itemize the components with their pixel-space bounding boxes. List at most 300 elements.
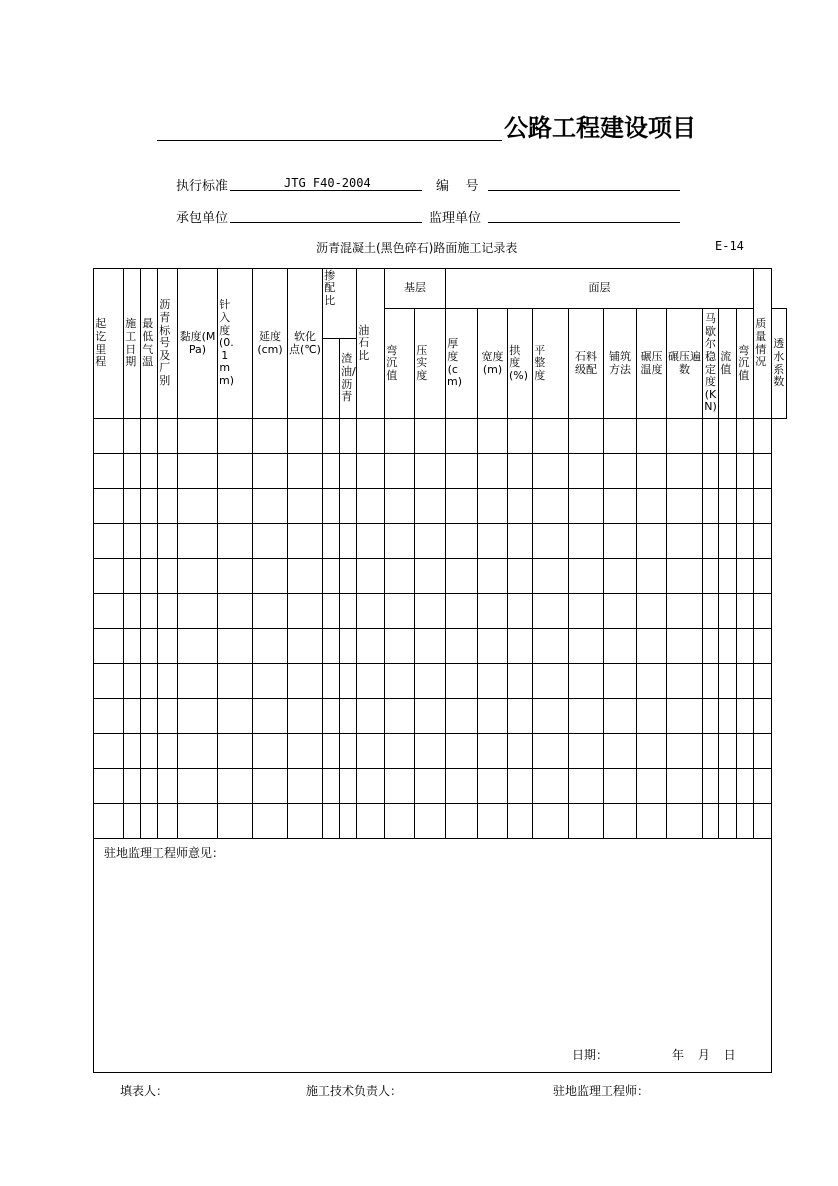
table-cell[interactable] [288, 664, 323, 699]
table-cell[interactable] [340, 699, 357, 734]
table-cell[interactable] [667, 629, 703, 664]
table-cell[interactable] [158, 629, 178, 664]
table-cell[interactable] [508, 559, 533, 594]
table-cell[interactable] [415, 489, 446, 524]
table-cell[interactable] [604, 594, 637, 629]
table-cell[interactable] [124, 559, 141, 594]
table-cell[interactable] [340, 559, 357, 594]
table-cell[interactable] [340, 454, 357, 489]
table-cell[interactable] [288, 594, 323, 629]
table-cell[interactable] [667, 524, 703, 559]
table-cell[interactable] [533, 524, 569, 559]
table-cell[interactable] [569, 804, 604, 839]
table-cell[interactable] [533, 419, 569, 454]
table-cell[interactable] [533, 559, 569, 594]
table-cell[interactable] [385, 524, 415, 559]
table-cell[interactable] [719, 419, 737, 454]
table-cell[interactable] [94, 804, 124, 839]
table-cell[interactable] [508, 454, 533, 489]
table-cell[interactable] [737, 804, 754, 839]
table-cell[interactable] [218, 734, 253, 769]
table-cell[interactable] [667, 489, 703, 524]
table-cell[interactable] [124, 454, 141, 489]
table-cell[interactable] [604, 734, 637, 769]
table-cell[interactable] [415, 664, 446, 699]
table-cell[interactable] [415, 734, 446, 769]
table-cell[interactable] [478, 594, 508, 629]
table-cell[interactable] [288, 454, 323, 489]
table-cell[interactable] [446, 559, 478, 594]
supervisor-opinion-box[interactable] [94, 839, 772, 1073]
table-cell[interactable] [703, 559, 719, 594]
table-cell[interactable] [94, 594, 124, 629]
table-cell[interactable] [415, 629, 446, 664]
table-cell[interactable] [323, 524, 340, 559]
table-cell[interactable] [357, 559, 385, 594]
table-cell[interactable] [253, 419, 288, 454]
table-cell[interactable] [719, 664, 737, 699]
table-cell[interactable] [667, 454, 703, 489]
table-cell[interactable] [141, 699, 158, 734]
table-cell[interactable] [94, 664, 124, 699]
table-cell[interactable] [94, 769, 124, 804]
table-cell[interactable] [637, 594, 667, 629]
table-cell[interactable] [141, 664, 158, 699]
table-cell[interactable] [719, 804, 737, 839]
table-cell[interactable] [737, 629, 754, 664]
table-cell[interactable] [569, 454, 604, 489]
table-cell[interactable] [340, 629, 357, 664]
table-cell[interactable] [703, 734, 719, 769]
table-cell[interactable] [218, 594, 253, 629]
table-cell[interactable] [446, 594, 478, 629]
table-cell[interactable] [288, 699, 323, 734]
table-cell[interactable] [446, 734, 478, 769]
table-cell[interactable] [323, 489, 340, 524]
table-cell[interactable] [253, 594, 288, 629]
table-cell[interactable] [158, 559, 178, 594]
table-cell[interactable] [340, 804, 357, 839]
table-cell[interactable] [158, 664, 178, 699]
table-cell[interactable] [719, 699, 737, 734]
table-cell[interactable] [357, 664, 385, 699]
table-cell[interactable] [323, 559, 340, 594]
table-cell[interactable] [508, 769, 533, 804]
table-cell[interactable] [478, 454, 508, 489]
table-cell[interactable] [415, 699, 446, 734]
table-cell[interactable] [737, 559, 754, 594]
table-cell[interactable] [719, 769, 737, 804]
table-cell[interactable] [218, 769, 253, 804]
table-cell[interactable] [385, 629, 415, 664]
table-cell[interactable] [385, 454, 415, 489]
table-cell[interactable] [604, 629, 637, 664]
table-cell[interactable] [533, 699, 569, 734]
table-cell[interactable] [508, 419, 533, 454]
table-cell[interactable] [533, 664, 569, 699]
table-cell[interactable] [94, 559, 124, 594]
table-cell[interactable] [508, 594, 533, 629]
table-cell[interactable] [478, 734, 508, 769]
table-cell[interactable] [703, 594, 719, 629]
table-cell[interactable] [737, 769, 754, 804]
table-cell[interactable] [141, 629, 158, 664]
table-cell[interactable] [158, 489, 178, 524]
table-cell[interactable] [415, 559, 446, 594]
table-cell[interactable] [478, 804, 508, 839]
table-cell[interactable] [637, 524, 667, 559]
table-cell[interactable] [94, 524, 124, 559]
table-cell[interactable] [508, 629, 533, 664]
table-cell[interactable] [637, 699, 667, 734]
table-cell[interactable] [508, 734, 533, 769]
table-cell[interactable] [754, 489, 772, 524]
table-cell[interactable] [754, 699, 772, 734]
table-cell[interactable] [703, 769, 719, 804]
table-cell[interactable] [141, 804, 158, 839]
table-cell[interactable] [288, 804, 323, 839]
table-cell[interactable] [94, 629, 124, 664]
table-cell[interactable] [141, 454, 158, 489]
table-cell[interactable] [124, 804, 141, 839]
table-cell[interactable] [533, 629, 569, 664]
table-cell[interactable] [508, 524, 533, 559]
table-cell[interactable] [357, 419, 385, 454]
table-cell[interactable] [667, 664, 703, 699]
table-cell[interactable] [533, 594, 569, 629]
table-cell[interactable] [178, 524, 218, 559]
table-cell[interactable] [385, 559, 415, 594]
table-cell[interactable] [415, 769, 446, 804]
table-cell[interactable] [569, 524, 604, 559]
table-cell[interactable] [667, 769, 703, 804]
table-cell[interactable] [178, 559, 218, 594]
table-cell[interactable] [637, 804, 667, 839]
table-cell[interactable] [754, 734, 772, 769]
table-cell[interactable] [357, 594, 385, 629]
table-cell[interactable] [323, 769, 340, 804]
table-cell[interactable] [604, 699, 637, 734]
table-cell[interactable] [446, 454, 478, 489]
table-cell[interactable] [703, 524, 719, 559]
table-cell[interactable] [415, 454, 446, 489]
table-cell[interactable] [719, 559, 737, 594]
table-cell[interactable] [178, 454, 218, 489]
table-cell[interactable] [340, 769, 357, 804]
table-cell[interactable] [253, 664, 288, 699]
table-cell[interactable] [604, 419, 637, 454]
table-cell[interactable] [357, 524, 385, 559]
table-cell[interactable] [604, 524, 637, 559]
table-cell[interactable] [754, 664, 772, 699]
table-cell[interactable] [637, 734, 667, 769]
table-cell[interactable] [569, 489, 604, 524]
table-cell[interactable] [478, 489, 508, 524]
table-cell[interactable] [124, 594, 141, 629]
table-cell[interactable] [737, 734, 754, 769]
table-cell[interactable] [737, 664, 754, 699]
table-cell[interactable] [569, 594, 604, 629]
table-cell[interactable] [124, 699, 141, 734]
table-cell[interactable] [124, 734, 141, 769]
table-cell[interactable] [533, 454, 569, 489]
table-cell[interactable] [357, 804, 385, 839]
table-cell[interactable] [323, 804, 340, 839]
table-cell[interactable] [569, 559, 604, 594]
table-cell[interactable] [703, 454, 719, 489]
table-cell[interactable] [737, 699, 754, 734]
table-cell[interactable] [446, 489, 478, 524]
table-cell[interactable] [754, 629, 772, 664]
table-cell[interactable] [385, 664, 415, 699]
table-cell[interactable] [323, 594, 340, 629]
table-cell[interactable] [340, 419, 357, 454]
table-cell[interactable] [323, 419, 340, 454]
table-cell[interactable] [446, 664, 478, 699]
table-cell[interactable] [357, 454, 385, 489]
table-cell[interactable] [158, 419, 178, 454]
table-cell[interactable] [218, 419, 253, 454]
table-cell[interactable] [178, 419, 218, 454]
table-cell[interactable] [754, 769, 772, 804]
table-cell[interactable] [637, 664, 667, 699]
table-cell[interactable] [604, 489, 637, 524]
table-cell[interactable] [178, 804, 218, 839]
table-cell[interactable] [719, 524, 737, 559]
table-cell[interactable] [385, 489, 415, 524]
table-cell[interactable] [158, 454, 178, 489]
table-cell[interactable] [478, 664, 508, 699]
table-cell[interactable] [415, 804, 446, 839]
table-cell[interactable] [754, 594, 772, 629]
table-cell[interactable] [340, 489, 357, 524]
table-cell[interactable] [158, 734, 178, 769]
table-cell[interactable] [357, 769, 385, 804]
table-cell[interactable] [385, 734, 415, 769]
table-cell[interactable] [667, 734, 703, 769]
table-cell[interactable] [478, 559, 508, 594]
table-cell[interactable] [719, 594, 737, 629]
table-cell[interactable] [703, 664, 719, 699]
table-cell[interactable] [340, 734, 357, 769]
table-cell[interactable] [737, 489, 754, 524]
table-cell[interactable] [754, 454, 772, 489]
table-cell[interactable] [178, 489, 218, 524]
table-cell[interactable] [288, 419, 323, 454]
table-cell[interactable] [637, 559, 667, 594]
table-cell[interactable] [667, 559, 703, 594]
table-cell[interactable] [253, 734, 288, 769]
table-cell[interactable] [737, 454, 754, 489]
table-cell[interactable] [357, 699, 385, 734]
table-cell[interactable] [94, 734, 124, 769]
table-cell[interactable] [754, 559, 772, 594]
table-cell[interactable] [415, 524, 446, 559]
table-cell[interactable] [218, 489, 253, 524]
table-cell[interactable] [141, 524, 158, 559]
table-cell[interactable] [569, 734, 604, 769]
table-cell[interactable] [94, 419, 124, 454]
table-cell[interactable] [158, 804, 178, 839]
table-cell[interactable] [385, 804, 415, 839]
table-cell[interactable] [124, 524, 141, 559]
table-cell[interactable] [323, 629, 340, 664]
table-cell[interactable] [737, 419, 754, 454]
table-cell[interactable] [446, 699, 478, 734]
table-cell[interactable] [178, 769, 218, 804]
table-cell[interactable] [288, 734, 323, 769]
table-cell[interactable] [340, 594, 357, 629]
table-cell[interactable] [719, 629, 737, 664]
table-cell[interactable] [737, 594, 754, 629]
table-cell[interactable] [569, 699, 604, 734]
table-cell[interactable] [323, 699, 340, 734]
table-cell[interactable] [667, 419, 703, 454]
table-cell[interactable] [703, 489, 719, 524]
table-cell[interactable] [533, 769, 569, 804]
table-cell[interactable] [253, 769, 288, 804]
table-cell[interactable] [124, 664, 141, 699]
table-cell[interactable] [340, 664, 357, 699]
table-cell[interactable] [703, 419, 719, 454]
table-cell[interactable] [478, 419, 508, 454]
table-cell[interactable] [533, 489, 569, 524]
table-cell[interactable] [141, 734, 158, 769]
table-cell[interactable] [667, 699, 703, 734]
table-cell[interactable] [569, 629, 604, 664]
table-cell[interactable] [141, 559, 158, 594]
table-cell[interactable] [754, 804, 772, 839]
table-cell[interactable] [604, 664, 637, 699]
table-cell[interactable] [288, 524, 323, 559]
table-cell[interactable] [385, 594, 415, 629]
table-cell[interactable] [385, 419, 415, 454]
table-cell[interactable] [604, 804, 637, 839]
table-cell[interactable] [737, 524, 754, 559]
table-cell[interactable] [667, 594, 703, 629]
table-cell[interactable] [637, 629, 667, 664]
table-cell[interactable] [288, 559, 323, 594]
table-cell[interactable] [340, 524, 357, 559]
table-cell[interactable] [703, 804, 719, 839]
table-cell[interactable] [253, 629, 288, 664]
table-cell[interactable] [637, 419, 667, 454]
table-cell[interactable] [446, 524, 478, 559]
table-cell[interactable] [569, 419, 604, 454]
table-cell[interactable] [323, 734, 340, 769]
table-cell[interactable] [667, 804, 703, 839]
table-cell[interactable] [385, 769, 415, 804]
table-cell[interactable] [218, 664, 253, 699]
table-cell[interactable] [323, 664, 340, 699]
table-cell[interactable] [178, 734, 218, 769]
table-cell[interactable] [218, 629, 253, 664]
table-cell[interactable] [446, 769, 478, 804]
table-cell[interactable] [719, 489, 737, 524]
table-cell[interactable] [533, 734, 569, 769]
table-cell[interactable] [124, 419, 141, 454]
table-cell[interactable] [253, 489, 288, 524]
table-cell[interactable] [253, 804, 288, 839]
table-cell[interactable] [357, 489, 385, 524]
table-cell[interactable] [478, 524, 508, 559]
table-cell[interactable] [569, 769, 604, 804]
table-cell[interactable] [357, 734, 385, 769]
table-cell[interactable] [508, 489, 533, 524]
table-cell[interactable] [253, 559, 288, 594]
table-cell[interactable] [141, 594, 158, 629]
table-cell[interactable] [124, 629, 141, 664]
table-cell[interactable] [218, 559, 253, 594]
table-cell[interactable] [178, 699, 218, 734]
table-cell[interactable] [604, 769, 637, 804]
table-cell[interactable] [703, 699, 719, 734]
table-cell[interactable] [288, 489, 323, 524]
table-cell[interactable] [478, 699, 508, 734]
table-cell[interactable] [604, 454, 637, 489]
table-cell[interactable] [141, 489, 158, 524]
table-cell[interactable] [637, 489, 667, 524]
table-cell[interactable] [218, 804, 253, 839]
table-cell[interactable] [94, 699, 124, 734]
table-cell[interactable] [218, 524, 253, 559]
table-cell[interactable] [637, 454, 667, 489]
table-cell[interactable] [141, 769, 158, 804]
table-cell[interactable] [415, 419, 446, 454]
table-cell[interactable] [288, 629, 323, 664]
table-cell[interactable] [719, 454, 737, 489]
table-cell[interactable] [357, 629, 385, 664]
table-cell[interactable] [508, 699, 533, 734]
table-cell[interactable] [178, 629, 218, 664]
table-cell[interactable] [754, 524, 772, 559]
table-cell[interactable] [158, 769, 178, 804]
table-cell[interactable] [158, 524, 178, 559]
table-cell[interactable] [158, 699, 178, 734]
table-cell[interactable] [604, 559, 637, 594]
table-cell[interactable] [446, 804, 478, 839]
table-cell[interactable] [533, 804, 569, 839]
table-cell[interactable] [253, 699, 288, 734]
table-cell[interactable] [754, 419, 772, 454]
table-cell[interactable] [124, 489, 141, 524]
table-cell[interactable] [218, 454, 253, 489]
table-cell[interactable] [637, 769, 667, 804]
table-cell[interactable] [719, 734, 737, 769]
table-cell[interactable] [446, 629, 478, 664]
table-cell[interactable] [323, 454, 340, 489]
table-cell[interactable] [158, 594, 178, 629]
table-cell[interactable] [415, 594, 446, 629]
table-cell[interactable] [218, 699, 253, 734]
table-cell[interactable] [446, 419, 478, 454]
table-cell[interactable] [288, 769, 323, 804]
table-cell[interactable] [385, 699, 415, 734]
table-cell[interactable] [253, 524, 288, 559]
table-cell[interactable] [478, 629, 508, 664]
table-cell[interactable] [178, 664, 218, 699]
table-cell[interactable] [94, 489, 124, 524]
table-cell[interactable] [508, 804, 533, 839]
table-cell[interactable] [178, 594, 218, 629]
table-cell[interactable] [124, 769, 141, 804]
table-cell[interactable] [703, 629, 719, 664]
table-cell[interactable] [508, 664, 533, 699]
table-cell[interactable] [569, 664, 604, 699]
table-cell[interactable] [478, 769, 508, 804]
table-cell[interactable] [141, 419, 158, 454]
table-cell[interactable] [253, 454, 288, 489]
